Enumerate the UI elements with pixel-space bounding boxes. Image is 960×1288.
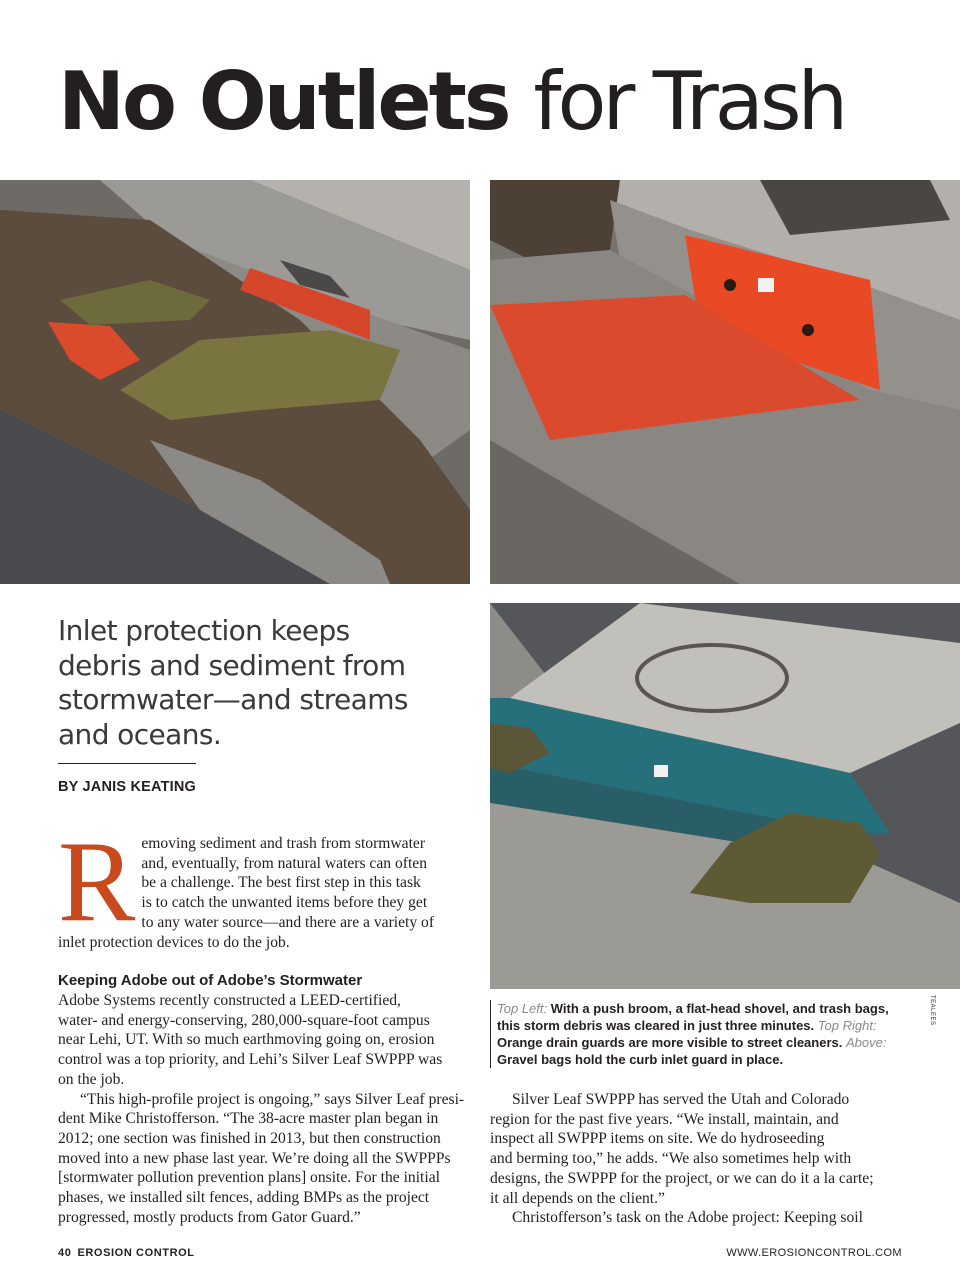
body-line: Silver Leaf SWPPP has served the Utah and Colorado xyxy=(512,1091,850,1108)
body-line: region for the past five years. “We install, maintain, and xyxy=(490,1110,839,1128)
body-line: phases, we installed silt fences, adding BMPs as the project xyxy=(58,1189,430,1207)
intro-line: is to catch the unwanted items before they get xyxy=(141,894,428,912)
caption-text-top-right: Orange drain guards are more visible to street cleaners. xyxy=(497,1035,843,1050)
body-line: dent Mike Christofferson. “The 38-acre master plan began in xyxy=(58,1110,439,1128)
caption-label-top-right: Top Right: xyxy=(817,1018,877,1033)
drop-cap: R xyxy=(58,818,136,946)
intro-line: emoving sediment and trash from stormwater xyxy=(141,835,426,852)
page-folio xyxy=(58,1247,195,1259)
headline xyxy=(58,52,844,152)
body-line: and berming too,” he adds. “We also sometimes help with xyxy=(490,1150,852,1168)
page-number: 40 xyxy=(58,1247,72,1259)
body-line: progressed, mostly products from Gator Guard.” xyxy=(58,1208,361,1226)
body-line: moved into a new phase last year. We’re doing all the SWPPPs xyxy=(58,1149,451,1167)
intro-line: be a challenge. The best first step in this task xyxy=(141,874,421,892)
caption-label-top-left: Top Left: xyxy=(497,1001,548,1016)
body-paragraph xyxy=(58,1090,468,1228)
body-line: water- and energy-conserving, 280,000-square-foot campus xyxy=(58,1011,430,1029)
photo-caption xyxy=(490,1000,907,1068)
body-line: [stormwater pollution prevention plans] onsite. For the initial xyxy=(58,1169,440,1187)
caption-label-above: Above: xyxy=(845,1035,887,1050)
section-subhead: Keeping Adobe out of Adobe’s Stormwater xyxy=(58,972,363,989)
intro-line: and, eventually, from natural waters can often xyxy=(141,854,427,872)
publication-name: EROSION CONTROL xyxy=(77,1247,195,1259)
body-line: Christofferson’s task on the Adobe project: Keeping soil xyxy=(512,1209,863,1227)
intro-line: inlet protection devices to do the job. xyxy=(58,933,290,951)
body-paragraph xyxy=(490,1208,910,1228)
body-line: control was a top priority, and Lehi’s Silver Leaf SWPPP was xyxy=(58,1051,443,1069)
photo-orange-drain-guard xyxy=(490,180,960,584)
intro-paragraph xyxy=(58,818,468,952)
headline-bold: No Outlets xyxy=(58,55,509,148)
caption-text-top-left: With a push broom, a flat-head shovel, and trash bags, this storm debris was cleared in just three minutes. xyxy=(497,1001,889,1033)
photo-teal-inlet-guard xyxy=(490,603,960,989)
body-line: it all depends on the client.” xyxy=(490,1189,665,1207)
body-line: near Lehi, UT. With so much earthmoving going on, erosion xyxy=(58,1031,435,1049)
body-line: designs, the SWPPP for the project, or we can do it a la carte; xyxy=(490,1169,874,1187)
body-paragraph xyxy=(490,1090,910,1208)
intro-line: to any water source—and there are a variety of xyxy=(141,913,435,931)
body-line: “This high-profile project is ongoing,” says Silver Leaf presi- xyxy=(80,1090,465,1108)
right-column xyxy=(490,1090,910,1228)
body-line: Adobe Systems recently constructed a LEED-certified, xyxy=(58,992,401,1009)
left-column xyxy=(58,971,468,1227)
dek-divider xyxy=(58,763,196,764)
article-dek: Inlet protection keeps debris and sediment from stormwater—and streams and oceans. xyxy=(58,614,408,751)
photo-credit: TEALEES xyxy=(929,995,935,1026)
caption-text-above: Gravel bags hold the curb inlet guard in place. xyxy=(497,1052,784,1067)
body-line: on the job. xyxy=(58,1070,125,1088)
body-paragraph xyxy=(58,991,468,1090)
headline-light: for Trash xyxy=(533,55,845,148)
photo-debris-inlet xyxy=(0,180,470,584)
website-url: WWW.EROSIONCONTROL.COM xyxy=(726,1247,902,1259)
body-line: inspect all SWPPP items on site. We do hydroseeding xyxy=(490,1130,825,1148)
byline: BY JANIS KEATING xyxy=(58,779,197,795)
body-line: 2012; one section was finished in 2013, but then construction xyxy=(58,1129,441,1147)
